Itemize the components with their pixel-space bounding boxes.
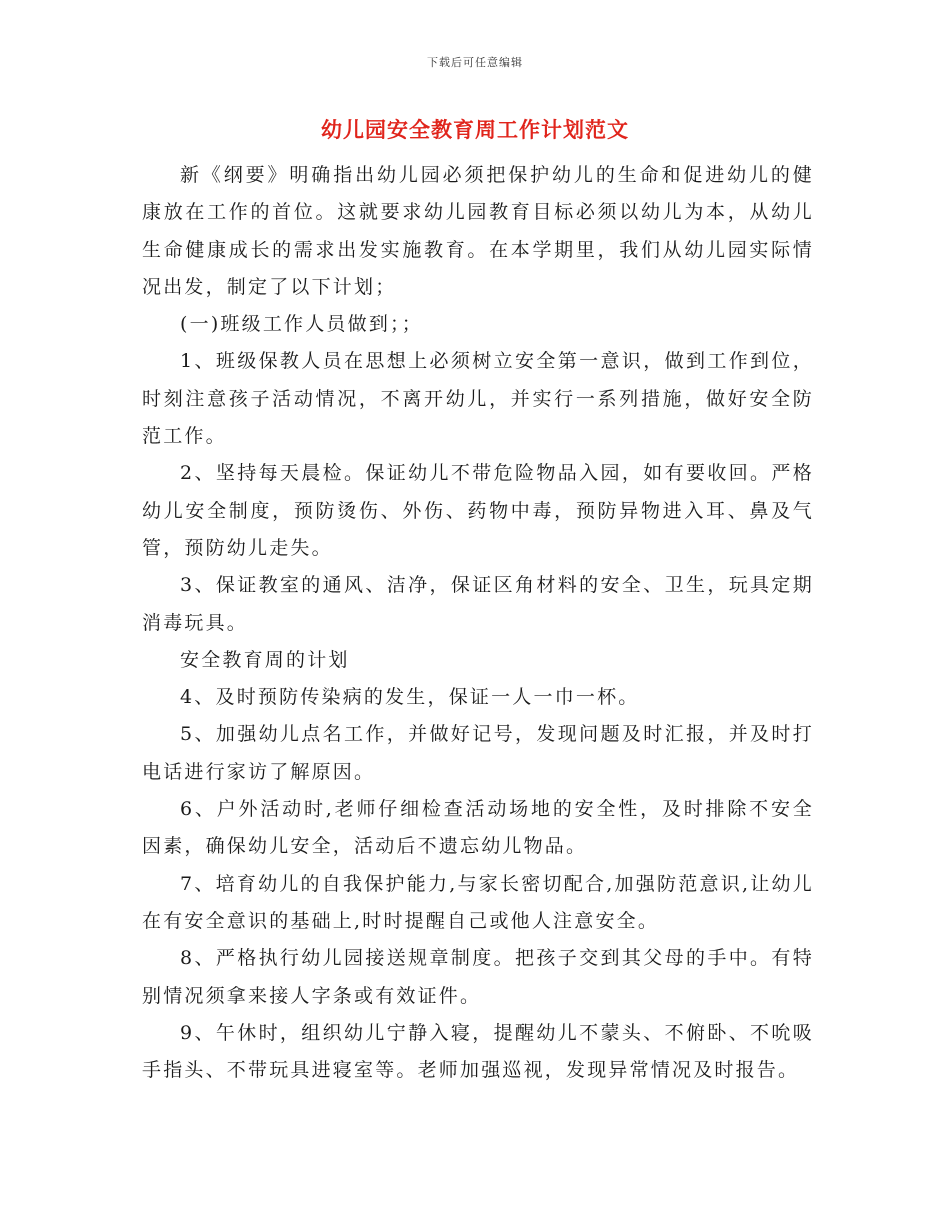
paragraph-item-6: 6、户外活动时,老师仔细检查活动场地的安全性，及时排除不安全因素，确保幼儿安全，活动后不遗忘幼儿物品。 [142,798,814,858]
paragraph-item-8: 8、严格执行幼儿园接送规章制度。把孩子交到其父母的手中。有特别情况须拿来接人字条或有效证件。 [142,947,814,1007]
paragraph-item-5: 5、加强幼儿点名工作，并做好记号，发现问题及时汇报，并及时打电话进行家访了解原因。 [142,723,814,783]
paragraph-item-1: 1、班级保教人员在思想上必须树立安全第一意识，做到工作到位，时刻注意孩子活动情况，不离开幼儿，并实行一系列措施，做好安全防范工作。 [142,350,814,448]
paragraph-section-heading: (一)班级工作人员做到；； [180,313,423,336]
document-body [142,157,814,1089]
paragraph-item-2: 2、坚持每天晨检。保证幼儿不带危险物品入园，如有要收回。严格幼儿安全制度，预防烫伤、外伤、药物中毒，预防异物进入耳、鼻及气管，预防幼儿走失。 [142,462,814,559]
paragraph-item-7: 7、培育幼儿的自我保护能力,与家长密切配合,加强防范意识,让幼儿在有安全意识的基础上,时时提醒自己或他人注意安全。 [142,872,814,932]
paragraph-item-4: 4、及时预防传染病的发生，保证一人一巾一杯。 [180,686,640,709]
paragraph-item-3: 3、保证教室的通风、洁净，保证区角材料的安全、卫生，玩具定期消毒玩具。 [142,574,814,634]
paragraph-intro: 新《纲要》明确指出幼儿园必须把保护幼儿的生命和促进幼儿的健康放在工作的首位。这就要求幼儿园教育目标必须以幼儿为本，从幼儿生命健康成长的需求出发实施教育。在本学期里，我们从幼儿园实际情况出发，制定了以下计划； [142,164,814,298]
paragraph-subheading: 安全教育周的计划 [180,648,350,671]
header-note: 下载后可任意编辑 [427,56,523,69]
paragraph-item-9: 9、午休时，组织幼儿宁静入寝，提醒幼儿不蒙头、不俯卧、不吮吸手指头、不带玩具进寝室等。老师加强巡视，发现异常情况及时报告。 [142,1021,814,1082]
document-title: 幼儿园安全教育周工作计划范文 [321,117,629,142]
